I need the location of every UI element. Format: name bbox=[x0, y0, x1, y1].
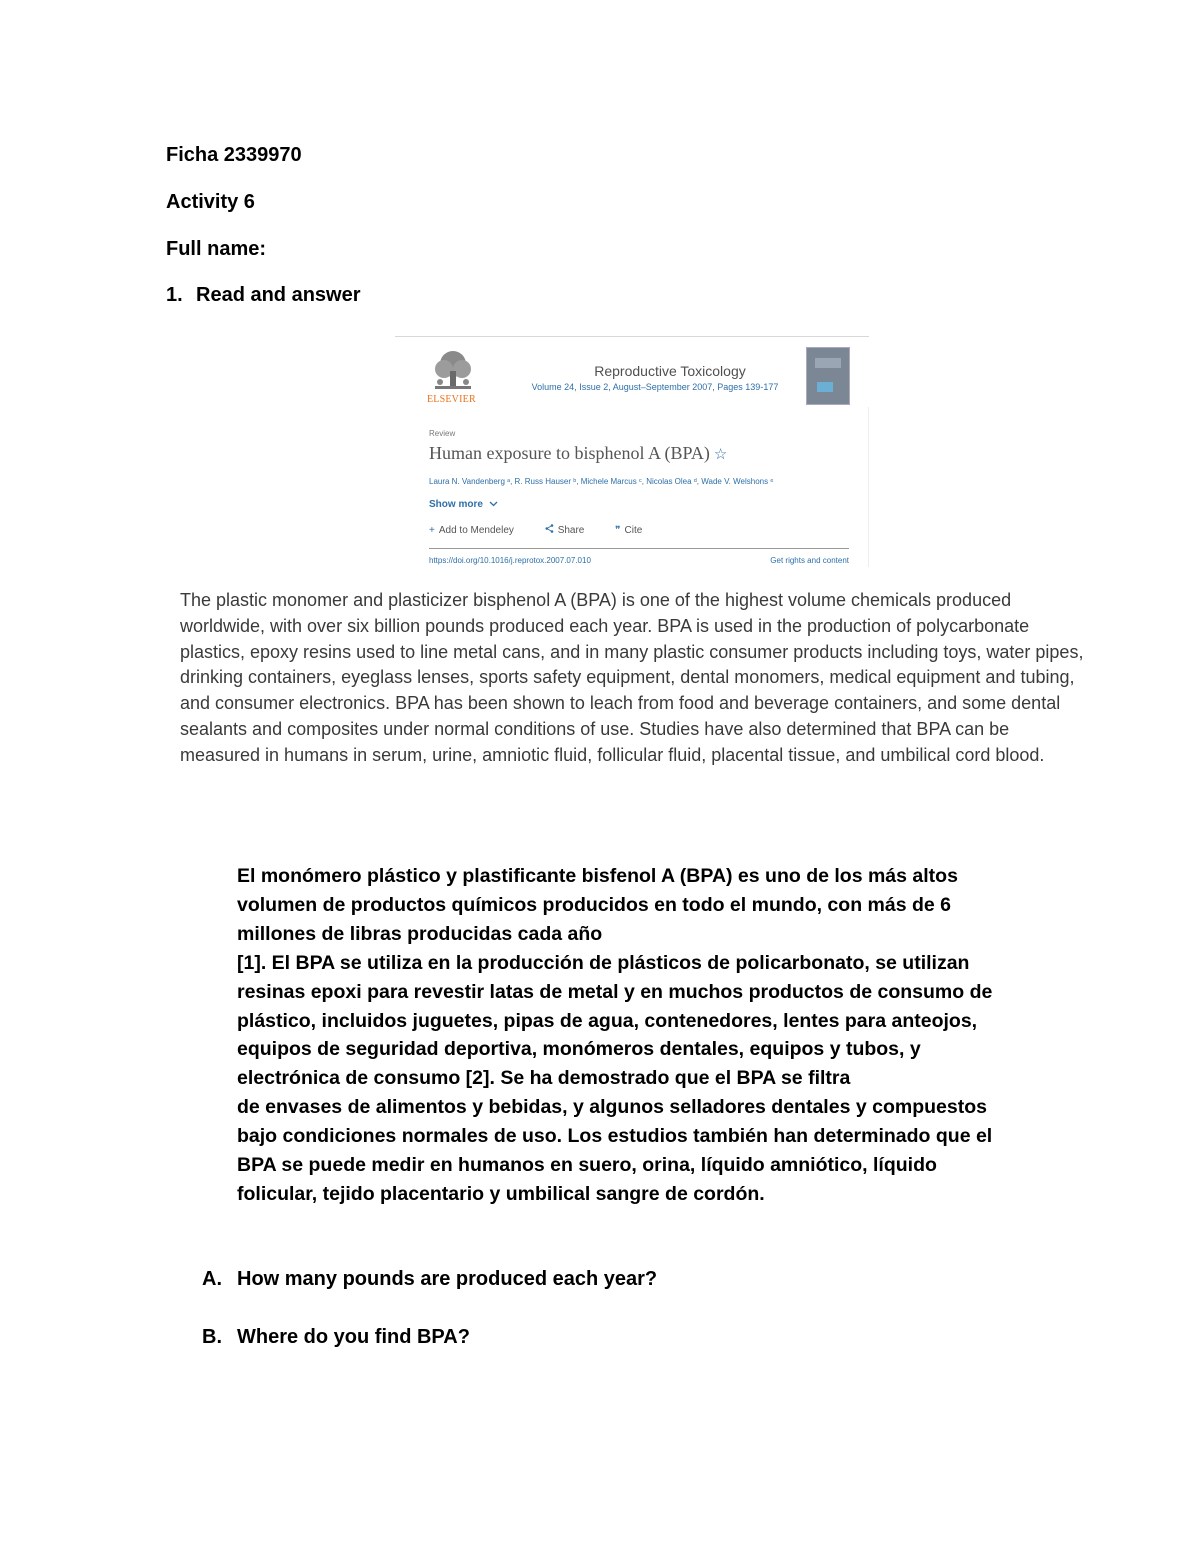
english-line: worldwide, with over six billion pounds produced each year. BPA is used in the production of polycarbonate bbox=[180, 615, 1030, 636]
spanish-line: millones de libras producidas cada año bbox=[237, 922, 603, 945]
english-line: plastics, epoxy resins used to line metal cans, and in many plastic consumer products including toys, water pipes, bbox=[180, 641, 1084, 662]
article-divider bbox=[429, 548, 849, 549]
show-more-label: Show more bbox=[429, 499, 483, 510]
divider bbox=[868, 407, 869, 567]
spanish-line: electrónica de consumo [2]. Se ha demostrado que el BPA se filtra bbox=[237, 1067, 851, 1090]
full-name-label: Full name: bbox=[166, 238, 267, 260]
task-heading bbox=[166, 283, 361, 307]
spanish-line: resinas epoxi para revestir latas de metal y en muchos productos de consumo de bbox=[237, 980, 993, 1003]
spanish-line: equipos de seguridad deportiva, monómeros dentales, equipos y tubos, y bbox=[237, 1038, 921, 1061]
question-label: A. bbox=[202, 1268, 222, 1290]
elsevier-tree-icon bbox=[431, 349, 475, 393]
rights-link[interactable]: Get rights and content bbox=[770, 556, 849, 565]
english-line: measured in humans in serum, urine, amniotic fluid, follicular fluid, placental tissue, and umbilical cord blood. bbox=[180, 744, 1045, 765]
question-a bbox=[202, 1267, 657, 1291]
star-icon[interactable]: ☆ bbox=[713, 447, 728, 463]
add-to-mendeley-label: Add to Mendeley bbox=[438, 525, 514, 536]
plus-icon: + bbox=[429, 525, 435, 536]
journal-cover-image[interactable] bbox=[806, 347, 850, 405]
show-more-link[interactable] bbox=[429, 499, 498, 510]
english-line: sealants and composites under normal conditions of use. Studies have also determined that BPA can be bbox=[180, 718, 1010, 739]
article-screenshot bbox=[395, 336, 869, 569]
article-type: Review bbox=[429, 429, 456, 438]
question-text: How many pounds are produced each year? bbox=[237, 1268, 658, 1290]
task-label: Read and answer bbox=[196, 284, 361, 306]
english-line: and consumer electronics. BPA has been shown to leach from food and beverage containers, and some dental bbox=[180, 693, 1061, 714]
english-line: drinking containers, eyeglass lenses, sports safety equipment, dental monomers, medical equipment and tubing, bbox=[180, 667, 1075, 688]
ficha-heading: Ficha 2339970 bbox=[166, 144, 302, 166]
spanish-line: plástico, incluidos juguetes, pipas de agua, contenedores, lentes para anteojos, bbox=[237, 1009, 978, 1032]
spanish-line: BPA se puede medir en humanos en suero, orina, líquido amniótico, líquido bbox=[237, 1154, 937, 1177]
doi-link[interactable]: https://doi.org/10.1016/j.reprotox.2007.07.010 bbox=[429, 556, 591, 565]
question-label: B. bbox=[202, 1326, 222, 1348]
spanish-line: [1]. El BPA se utiliza en la producción de plásticos de policarbonato, se utilizan bbox=[237, 951, 970, 974]
add-to-mendeley-button[interactable] bbox=[429, 525, 528, 536]
cover-badge bbox=[817, 382, 833, 392]
publisher-name: ELSEVIER bbox=[427, 394, 476, 405]
spanish-line: de envases de alimentos y bebidas, y algunos selladores dentales y compuestos bbox=[237, 1096, 987, 1119]
spanish-line: folicular, tejido placentario y umbilical sangre de cordón. bbox=[237, 1182, 765, 1205]
article-title-text: Human exposure to bisphenol A (BPA) bbox=[429, 443, 710, 463]
share-label: Share bbox=[557, 525, 585, 536]
question-text: Where do you find BPA? bbox=[237, 1326, 470, 1348]
cover-title-block bbox=[815, 358, 841, 368]
journal-volume-info[interactable]: Volume 24, Issue 2, August–September 2007, Pages 139-177 bbox=[531, 382, 779, 392]
article-actions bbox=[429, 524, 670, 536]
task-number: 1. bbox=[166, 284, 183, 306]
cite-label: Cite bbox=[624, 525, 643, 536]
article-title bbox=[429, 443, 727, 464]
chevron-down-icon bbox=[489, 501, 498, 507]
share-icon bbox=[545, 524, 554, 533]
spanish-line: bajo condiciones normales de uso. Los estudios también han determinado que el bbox=[237, 1125, 993, 1148]
elsevier-logo bbox=[427, 347, 479, 407]
author-list[interactable]: Laura N. Vandenberg ᵃ, R. Russ Hauser ᵇ, Michele Marcus ᶜ, Nicolas Olea ᵈ, Wade V. Welshons ᵉ bbox=[429, 477, 774, 486]
spanish-paragraph bbox=[237, 862, 1037, 1209]
question-b bbox=[202, 1325, 470, 1349]
activity-heading: Activity 6 bbox=[166, 191, 255, 213]
spanish-line: El monómero plástico y plastificante bisfenol A (BPA) es uno de los más altos bbox=[237, 865, 958, 887]
journal-title[interactable]: Reproductive Toxicology bbox=[594, 363, 746, 379]
english-line: The plastic monomer and plasticizer bisphenol A (BPA) is one of the highest volume chemicals produced bbox=[180, 590, 1012, 610]
share-button[interactable] bbox=[545, 525, 599, 536]
quote-icon: ❞ bbox=[615, 525, 621, 536]
cite-button[interactable] bbox=[615, 525, 656, 536]
english-paragraph bbox=[180, 588, 1170, 769]
spanish-line: volumen de productos químicos producidos en todo el mundo, con más de 6 bbox=[237, 893, 951, 916]
